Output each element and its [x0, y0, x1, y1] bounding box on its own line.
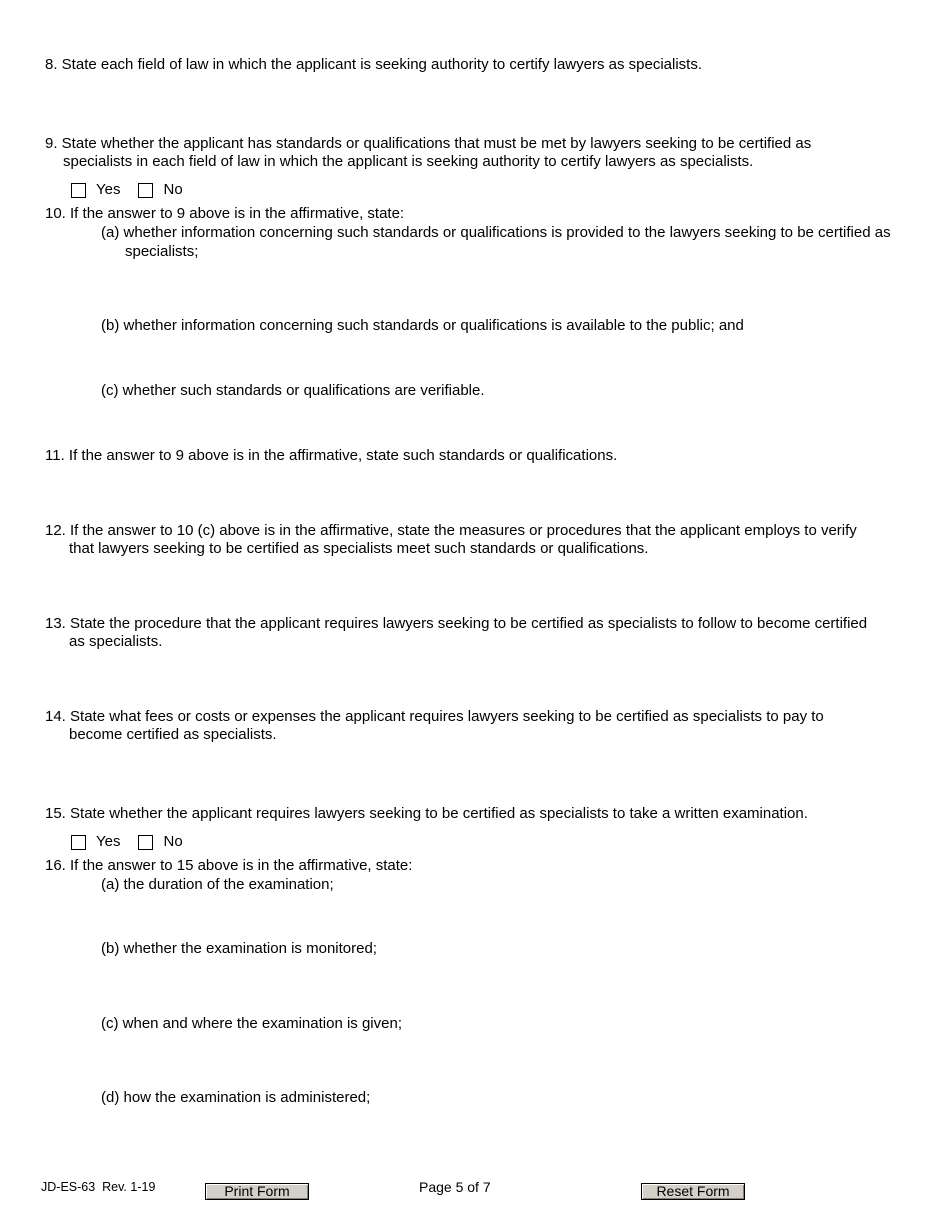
- question-9-options: [71, 181, 201, 199]
- q9-yes-checkbox[interactable]: [71, 183, 86, 198]
- question-16b: (b) whether the examination is monitored;: [101, 940, 377, 957]
- question-10c: (c) whether such standards or qualifications are verifiable.: [101, 382, 485, 399]
- page-number: Page 5 of 7: [419, 1179, 491, 1195]
- question-13-line-1: 13. State the procedure that the applicant requires lawyers seeking to be certified as specialists to follow to become certified: [45, 615, 868, 632]
- question-16a: (a) the duration of the examination;: [101, 876, 334, 893]
- reset-form-button[interactable]: Reset Form: [641, 1183, 745, 1200]
- question-14-line-1: 14. State what fees or costs or expenses the applicant requires lawyers seeking to be certified as specialists to pay to: [45, 708, 824, 725]
- print-form-button[interactable]: Print Form: [205, 1183, 309, 1200]
- question-11: 11. If the answer to 9 above is in the affirmative, state such standards or qualifications.: [45, 447, 618, 464]
- q15-no-checkbox[interactable]: [138, 835, 153, 850]
- question-9-line-2: specialists in each field of law in which the applicant is seeking authority to certify lawyers as specialists.: [63, 153, 754, 170]
- question-10b: (b) whether information concerning such standards or qualifications is available to the public; and: [101, 317, 744, 334]
- question-9-line-1: 9. State whether the applicant has standards or qualifications that must be met by lawyers seeking to be certified as: [45, 135, 812, 152]
- question-15-options: [71, 833, 201, 851]
- question-16d: (d) how the examination is administered;: [101, 1089, 371, 1106]
- question-8: 8. State each field of law in which the applicant is seeking authority to certify lawyers as specialists.: [45, 56, 702, 73]
- question-12-line-1: 12. If the answer to 10 (c) above is in the affirmative, state the measures or procedures that the applicant employs to verify: [45, 522, 857, 539]
- q15-no-label: No: [163, 833, 183, 850]
- question-13-line-2: as specialists.: [69, 633, 163, 650]
- q15-yes-label: Yes: [96, 833, 121, 850]
- form-id: JD-ES-63 Rev. 1-19: [41, 1180, 156, 1194]
- q9-yes-label: Yes: [96, 181, 121, 198]
- question-16: 16. If the answer to 15 above is in the affirmative, state:: [45, 857, 413, 874]
- question-14-line-2: become certified as specialists.: [69, 726, 277, 743]
- q9-no-label: No: [163, 181, 183, 198]
- question-10a: (a) whether information concerning such standards or qualifications is provided to the lawyers seeking to be certified as specialists;: [101, 224, 891, 260]
- question-15: 15. State whether the applicant requires lawyers seeking to be certified as specialists to take a written examination.: [45, 805, 808, 822]
- question-12-line-2: that lawyers seeking to be certified as specialists meet such standards or qualifications.: [69, 540, 649, 557]
- question-16c: (c) when and where the examination is given;: [101, 1015, 402, 1032]
- q9-no-checkbox[interactable]: [138, 183, 153, 198]
- question-10: 10. If the answer to 9 above is in the affirmative, state:: [45, 205, 405, 222]
- q15-yes-checkbox[interactable]: [71, 835, 86, 850]
